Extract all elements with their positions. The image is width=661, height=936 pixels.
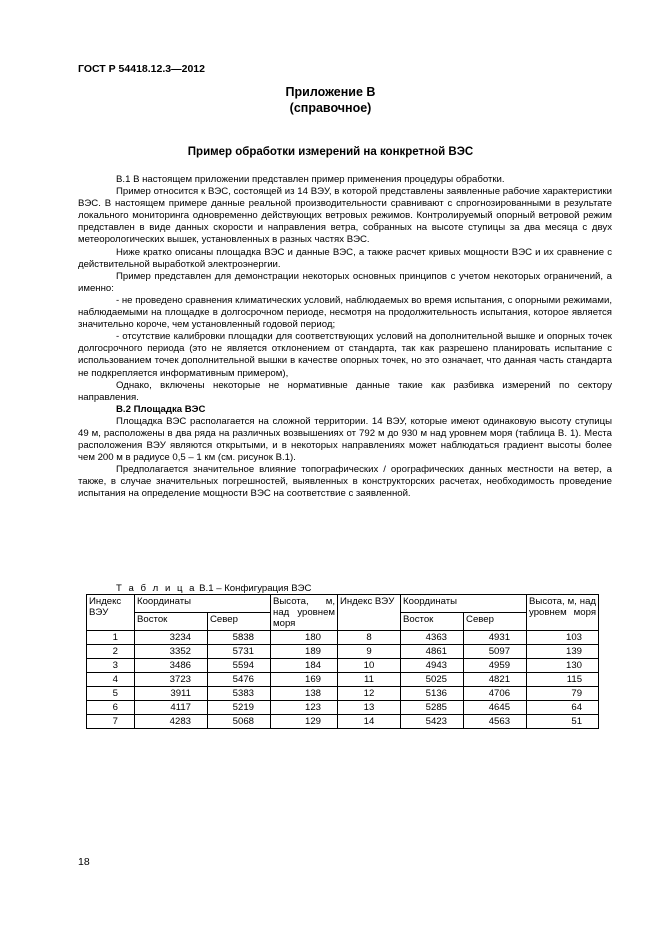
paragraph: Пример относится к ВЭС, состоящей из 14 ВЭУ, в которой представлены заявленные рабочие характеристики ВЭС. В настоящем примере данные реальной производительности сравнивают с спрогнозированными в результате локального мониторинга одновременно действующих ветровых режимов. Контролируемый опорный ветровой режим представлен в виде данных скорости и направления ветра, собранных на высоте ступицы за два месяца с двух метеорологических вышек, установленных в разных частях ВЭС. xyxy=(78,186,612,246)
cell: 115 xyxy=(527,673,599,687)
cell: 3911 xyxy=(135,687,208,701)
cell: 4931 xyxy=(464,631,527,645)
cell: 3486 xyxy=(135,659,208,673)
cell: 2 xyxy=(87,645,135,659)
table-row xyxy=(87,715,599,729)
cell: 5423 xyxy=(401,715,464,729)
cell: 5383 xyxy=(208,687,271,701)
cell: 1 xyxy=(87,631,135,645)
header-index: Индекс ВЭУ xyxy=(87,595,135,631)
cell: 5731 xyxy=(208,645,271,659)
header-index: Индекс ВЭУ xyxy=(338,595,401,631)
cell: 4283 xyxy=(135,715,208,729)
cell: 4363 xyxy=(401,631,464,645)
header-height: Высота, м, над уровнем моря xyxy=(527,595,599,631)
table-row xyxy=(87,687,599,701)
annex-title: Приложение В xyxy=(285,85,376,99)
table-row xyxy=(87,659,599,673)
header-height: Высота, м, над уровнем моря xyxy=(271,595,338,631)
header-north: Север xyxy=(464,613,527,631)
paragraph: Площадка ВЭС располагается на сложной территории. 14 ВЭУ, которые имеют одинаковую высоту ступицы 49 м, расположены в два ряда на различных возвышениях от 792 м до 930 м над уровнем моря (таблица В. 1). Места расположения ВЭУ являются открытыми, и в некоторых направлениях может наблюдаться градиент высоты более чем 200 м в радиусе 0,5 – 1 км (см. рисунок В.1). xyxy=(78,415,612,464)
table-caption-title: В.1 – Конфигурация ВЭС xyxy=(196,583,312,594)
subsection-title: В.2 Площадка ВЭС xyxy=(116,403,206,415)
cell: 5136 xyxy=(401,687,464,701)
cell: 4 xyxy=(87,673,135,687)
cell: 129 xyxy=(271,715,338,729)
cell: 5838 xyxy=(208,631,271,645)
cell: 130 xyxy=(527,659,599,673)
cell: 4645 xyxy=(464,701,527,715)
cell: 5068 xyxy=(208,715,271,729)
table-row xyxy=(87,645,599,659)
cell: 79 xyxy=(527,687,599,701)
header-east: Восток xyxy=(401,613,464,631)
cell: 3352 xyxy=(135,645,208,659)
cell: 5476 xyxy=(208,673,271,687)
header-north: Север xyxy=(208,613,271,631)
section-title: Пример обработки измерений на конкретной ВЭС xyxy=(187,146,474,158)
cell: 64 xyxy=(527,701,599,715)
cell: 189 xyxy=(271,645,338,659)
cell: 10 xyxy=(338,659,401,673)
table-row xyxy=(87,673,599,687)
paragraph: Пример представлен для демонстрации некоторых основных принципов с учетом некоторых ограничений, а именно: xyxy=(78,270,612,294)
table-caption xyxy=(116,583,312,594)
cell: 5219 xyxy=(208,701,271,715)
cell: 103 xyxy=(527,631,599,645)
cell: 4943 xyxy=(401,659,464,673)
cell: 5594 xyxy=(208,659,271,673)
cell: 180 xyxy=(271,631,338,645)
header-east: Восток xyxy=(135,613,208,631)
cell: 7 xyxy=(87,715,135,729)
paragraph: - отсутствие калибровки площадки для соответствующих условий на дополнительной вышке и опорных точек долгосрочного периода (это не является отклонением от стандарта, так как разрешено планировать испытание с использованием точек дополнительной вышки в качестве опорных точек, но это означает, что данная часть стандарта не подкрепляется информативным примером), xyxy=(78,331,612,379)
header-coordinates: Координаты xyxy=(401,595,527,613)
page-number: 18 xyxy=(78,856,90,868)
cell: 11 xyxy=(338,673,401,687)
cell: 9 xyxy=(338,645,401,659)
paragraph: Ниже кратко описаны площадка ВЭС и данные ВЭС, а также расчет кривых мощности ВЭС и их сравнение с действительной выработкой электроэнергии. xyxy=(78,246,612,270)
paragraph: Однако, включены некоторые не нормативные данные такие как разбивка измерений по сектору направления. xyxy=(78,379,612,403)
cell: 6 xyxy=(87,701,135,715)
cell: 184 xyxy=(271,659,338,673)
cell: 5285 xyxy=(401,701,464,715)
cell: 12 xyxy=(338,687,401,701)
cell: 123 xyxy=(271,701,338,715)
cell: 3723 xyxy=(135,673,208,687)
cell: 5097 xyxy=(464,645,527,659)
cell: 4821 xyxy=(464,673,527,687)
cell: 4117 xyxy=(135,701,208,715)
paragraph: Предполагается значительное влияние топографических / орографических данных местности на ветер, а также, в случае значительных погрешностей, выявленных в конструкторских расчетах, необходимость проведение испытания на определение мощности ВЭС на соответствие с заявленной. xyxy=(78,464,612,500)
cell: 4706 xyxy=(464,687,527,701)
cell: 3234 xyxy=(135,631,208,645)
annex-heading xyxy=(0,84,661,116)
cell: 3 xyxy=(87,659,135,673)
cell: 4563 xyxy=(464,715,527,729)
cell: 5 xyxy=(87,687,135,701)
header-coordinates: Координаты xyxy=(135,595,271,613)
document-code: ГОСТ Р 54418.12.3—2012 xyxy=(78,63,205,75)
cell: 4861 xyxy=(401,645,464,659)
cell: 8 xyxy=(338,631,401,645)
cell: 138 xyxy=(271,687,338,701)
cell: 4959 xyxy=(464,659,527,673)
paragraph: В.1 В настоящем приложении представлен пример применения процедуры обработки. xyxy=(116,174,505,185)
table-caption-prefix: Т а б л и ц а xyxy=(116,583,197,594)
cell: 5025 xyxy=(401,673,464,687)
cell: 51 xyxy=(527,715,599,729)
configuration-table xyxy=(86,594,599,729)
paragraph: - не проведено сравнения климатических условий, наблюдаемых во время испытания, с опорными режимами, наблюдаемыми на площадке в долгосрочном периоде, несмотря на продолжительность испытания, которое является значительно короче, чем установленный годовой период; xyxy=(78,294,612,331)
cell: 14 xyxy=(338,715,401,729)
table-row xyxy=(87,701,599,715)
cell: 139 xyxy=(527,645,599,659)
cell: 169 xyxy=(271,673,338,687)
cell: 13 xyxy=(338,701,401,715)
annex-subtitle: (справочное) xyxy=(289,101,372,115)
table-row xyxy=(87,631,599,645)
body-text xyxy=(78,174,612,501)
